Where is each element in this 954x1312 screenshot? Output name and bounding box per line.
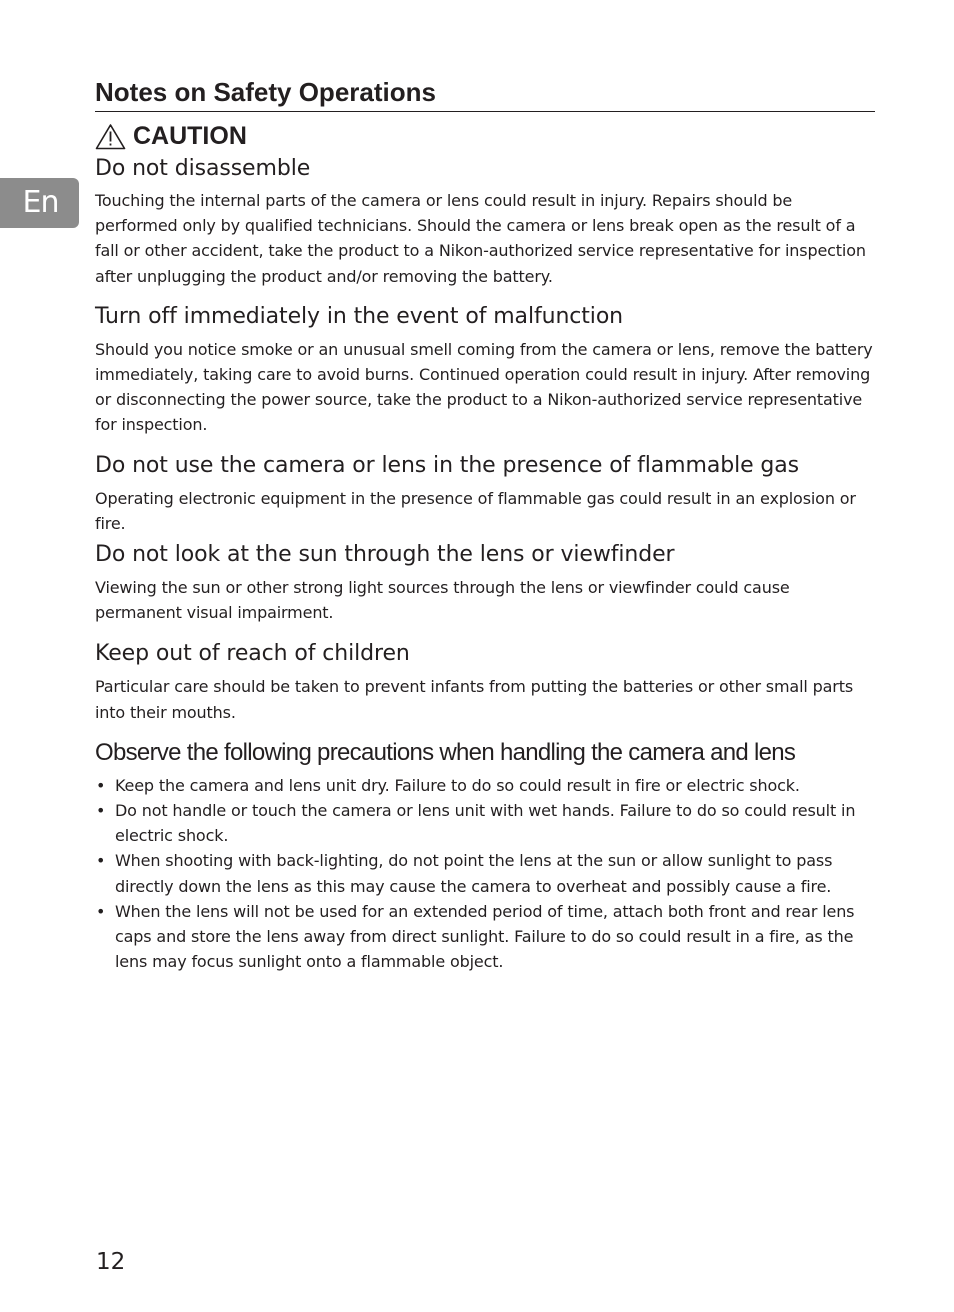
section-heading: Keep out of reach of children: [95, 641, 410, 667]
list-item-text: When the lens will not be used for an extended period of time, attach both front and rear lens caps and store the lens away from direct sunlight. Failure to do so could result in a fire, as the lens may focus sunlight onto a flammable object.: [115, 901, 855, 972]
bullet-icon: •: [96, 851, 106, 871]
page-content: [95, 74, 875, 974]
section-body: Should you notice smoke or an unusual smell coming from the camera or lens, remove the battery immediately, taking care to avoid burns. Continued operation could result in injury. After removing or disconnecting the power source, take the product to a Nikon-authorized service representative for inspection.: [95, 339, 873, 435]
section-keep-from-children: [95, 639, 875, 724]
bullet-icon: •: [96, 801, 106, 821]
section-heading: Do not use the camera or lens in the presence of flammable gas: [95, 452, 800, 478]
section-heading: Turn off immediately in the event of malfunction: [95, 303, 624, 329]
list-item: [95, 848, 875, 898]
section-body: Viewing the sun or other strong light sources through the lens or viewfinder could cause permanent visual impairment.: [95, 578, 790, 623]
section-body: Particular care should be taken to prevent infants from putting the batteries or other small parts into their mouths.: [95, 677, 854, 722]
section-turn-off-malfunction: [95, 302, 875, 438]
section-sun-through-lens: [95, 540, 875, 625]
section-body: Operating electronic equipment in the presence of flammable gas could result in an explosion or fire.: [95, 488, 856, 533]
caution-header: [95, 120, 875, 152]
section-body: Touching the internal parts of the camera or lens could result in injury. Repairs should be performed only by qualified technicians. Should the camera or lens break open as the result of a fall or other accident, take the product to a Nikon-authorized service representative for inspection after unplugging the product and/or removing the battery.: [95, 191, 866, 286]
list-item: [95, 798, 875, 848]
list-item-text: Keep the camera and lens unit dry. Failure to do so could result in fire or electric shock.: [115, 775, 800, 795]
section-do-not-disassemble: [95, 154, 875, 289]
caution-label: CAUTION: [133, 122, 247, 150]
list-item: [95, 773, 875, 798]
list-item: [95, 899, 875, 975]
section-heading: Do not look at the sun through the lens or viewfinder: [95, 542, 675, 568]
section-flammable-gas: [95, 451, 875, 536]
section-heading: Observe the following precautions when handling the camera and lens: [95, 738, 796, 766]
list-item-text: Do not handle or touch the camera or lens unit with wet hands. Failure to do so could result in electric shock.: [115, 801, 856, 846]
bullet-icon: •: [96, 775, 106, 795]
page-number: 12: [96, 1249, 126, 1275]
precautions-list: [95, 773, 875, 975]
section-heading: Do not disassemble: [95, 156, 311, 181]
list-item-text: When shooting with back-lighting, do not point the lens at the sun or allow sunlight to pass directly down the lens as this may cause the camera to overheat and possibly cause a fire.: [115, 851, 833, 896]
language-tab: En: [0, 178, 79, 228]
warning-triangle-icon: [95, 123, 126, 150]
section-handling-precautions: [95, 738, 875, 975]
bullet-icon: •: [96, 901, 106, 921]
page-title: Notes on Safety Operations: [95, 74, 875, 112]
